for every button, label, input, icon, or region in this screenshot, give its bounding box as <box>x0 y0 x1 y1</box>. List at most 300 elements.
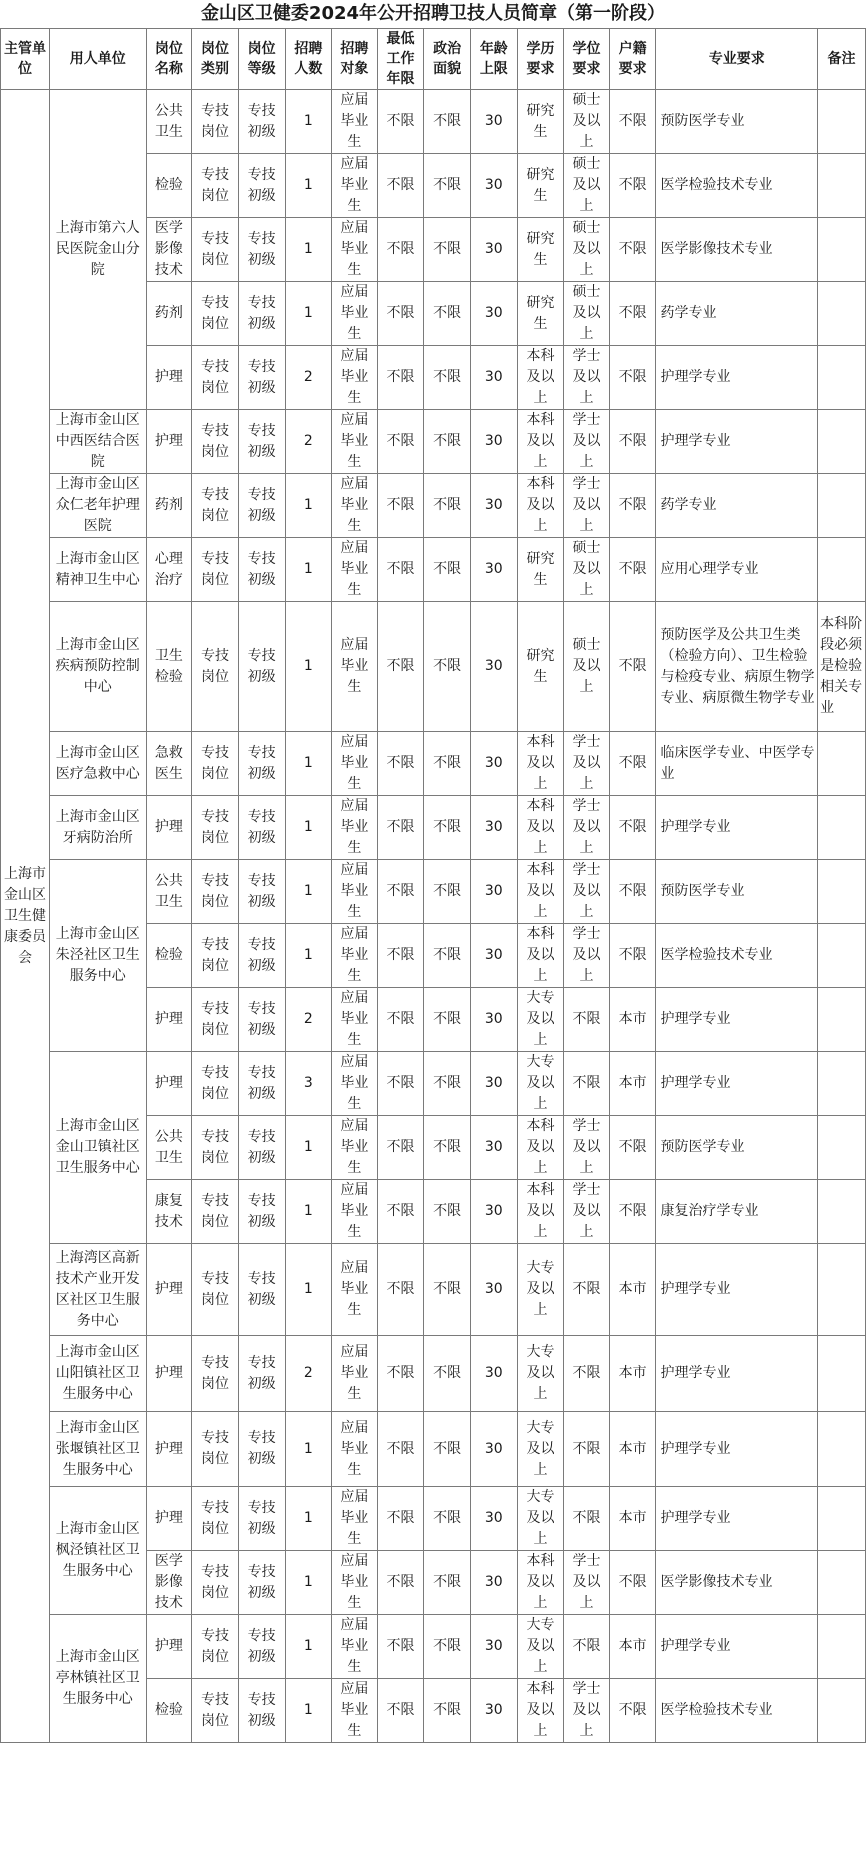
level-cell: 专技初级 <box>238 474 285 538</box>
note-cell: 本科阶段必须是检验相关专业 <box>818 602 866 732</box>
level-cell: 专技初级 <box>238 410 285 474</box>
major-cell: 药学专业 <box>656 282 818 346</box>
age-cell: 30 <box>470 538 517 602</box>
employer-cell: 上海市金山区中西医结合医院 <box>49 410 146 474</box>
count-cell: 1 <box>285 1244 332 1336</box>
category-cell: 专技岗位 <box>192 474 239 538</box>
degree-cell: 不限 <box>564 1336 610 1412</box>
note-cell <box>818 796 866 860</box>
header-cell: 政治面貌 <box>424 29 471 90</box>
level-cell: 专技初级 <box>238 1116 285 1180</box>
category-cell: 专技岗位 <box>192 602 239 732</box>
degree-cell: 学士及以上 <box>564 796 610 860</box>
count-cell: 2 <box>285 410 332 474</box>
count-cell: 1 <box>285 282 332 346</box>
hukou-cell: 不限 <box>609 1180 656 1244</box>
major-cell: 预防医学专业 <box>656 90 818 154</box>
hukou-cell: 不限 <box>609 796 656 860</box>
political-cell: 不限 <box>424 1336 471 1412</box>
major-cell: 预防医学专业 <box>656 1116 818 1180</box>
hukou-cell: 不限 <box>609 474 656 538</box>
education-cell: 本科及以上 <box>517 346 564 410</box>
note-cell <box>818 346 866 410</box>
experience-cell: 不限 <box>377 218 424 282</box>
age-cell: 30 <box>470 1336 517 1412</box>
table-row <box>1 90 866 154</box>
target-cell: 应届毕业生 <box>332 1679 378 1743</box>
age-cell: 30 <box>470 282 517 346</box>
category-cell: 专技岗位 <box>192 796 239 860</box>
target-cell: 应届毕业生 <box>332 410 378 474</box>
hukou-cell: 不限 <box>609 1116 656 1180</box>
hukou-cell: 不限 <box>609 154 656 218</box>
major-cell: 护理学专业 <box>656 1336 818 1412</box>
level-cell: 专技初级 <box>238 1180 285 1244</box>
experience-cell: 不限 <box>377 1116 424 1180</box>
hukou-cell: 不限 <box>609 282 656 346</box>
hukou-cell: 不限 <box>609 218 656 282</box>
target-cell: 应届毕业生 <box>332 1336 378 1412</box>
level-cell: 专技初级 <box>238 154 285 218</box>
count-cell: 1 <box>285 1551 332 1615</box>
count-cell: 1 <box>285 538 332 602</box>
political-cell: 不限 <box>424 346 471 410</box>
header-cell: 招聘人数 <box>285 29 332 90</box>
political-cell: 不限 <box>424 538 471 602</box>
target-cell: 应届毕业生 <box>332 988 378 1052</box>
degree-cell: 硕士及以上 <box>564 154 610 218</box>
header-cell: 年龄上限 <box>470 29 517 90</box>
degree-cell: 学士及以上 <box>564 860 610 924</box>
experience-cell: 不限 <box>377 924 424 988</box>
category-cell: 专技岗位 <box>192 1551 239 1615</box>
employer-cell: 上海市金山区疾病预防控制中心 <box>49 602 146 732</box>
header-cell: 备注 <box>818 29 866 90</box>
post-cell: 药剂 <box>146 474 192 538</box>
target-cell: 应届毕业生 <box>332 1116 378 1180</box>
hukou-cell: 本市 <box>609 1487 656 1551</box>
target-cell: 应届毕业生 <box>332 1052 378 1116</box>
experience-cell: 不限 <box>377 860 424 924</box>
political-cell: 不限 <box>424 1116 471 1180</box>
post-cell: 急救医生 <box>146 732 192 796</box>
experience-cell: 不限 <box>377 988 424 1052</box>
count-cell: 2 <box>285 988 332 1052</box>
post-cell: 护理 <box>146 1487 192 1551</box>
experience-cell: 不限 <box>377 1244 424 1336</box>
category-cell: 专技岗位 <box>192 1679 239 1743</box>
degree-cell: 硕士及以上 <box>564 538 610 602</box>
political-cell: 不限 <box>424 1679 471 1743</box>
major-cell: 应用心理学专业 <box>656 538 818 602</box>
hukou-cell: 不限 <box>609 602 656 732</box>
political-cell: 不限 <box>424 988 471 1052</box>
education-cell: 大专及以上 <box>517 1244 564 1336</box>
count-cell: 1 <box>285 1116 332 1180</box>
employer-cell: 上海市金山区牙病防治所 <box>49 796 146 860</box>
hukou-cell: 不限 <box>609 346 656 410</box>
age-cell: 30 <box>470 154 517 218</box>
table-body <box>1 90 866 1743</box>
major-cell: 护理学专业 <box>656 1615 818 1679</box>
post-cell: 护理 <box>146 346 192 410</box>
level-cell: 专技初级 <box>238 218 285 282</box>
degree-cell: 不限 <box>564 1615 610 1679</box>
category-cell: 专技岗位 <box>192 1336 239 1412</box>
category-cell: 专技岗位 <box>192 218 239 282</box>
experience-cell: 不限 <box>377 1615 424 1679</box>
post-cell: 心理治疗 <box>146 538 192 602</box>
employer-cell: 上海市金山区金山卫镇社区卫生服务中心 <box>49 1052 146 1244</box>
age-cell: 30 <box>470 732 517 796</box>
count-cell: 2 <box>285 346 332 410</box>
post-cell: 护理 <box>146 1336 192 1412</box>
level-cell: 专技初级 <box>238 924 285 988</box>
degree-cell: 学士及以上 <box>564 1116 610 1180</box>
hukou-cell: 不限 <box>609 860 656 924</box>
target-cell: 应届毕业生 <box>332 282 378 346</box>
education-cell: 本科及以上 <box>517 924 564 988</box>
age-cell: 30 <box>470 1615 517 1679</box>
category-cell: 专技岗位 <box>192 538 239 602</box>
note-cell <box>818 1336 866 1412</box>
note-cell <box>818 538 866 602</box>
level-cell: 专技初级 <box>238 538 285 602</box>
note-cell <box>818 282 866 346</box>
experience-cell: 不限 <box>377 602 424 732</box>
hukou-cell: 本市 <box>609 1244 656 1336</box>
target-cell: 应届毕业生 <box>332 1244 378 1336</box>
post-cell: 医学影像技术 <box>146 1551 192 1615</box>
age-cell: 30 <box>470 474 517 538</box>
level-cell: 专技初级 <box>238 90 285 154</box>
political-cell: 不限 <box>424 1615 471 1679</box>
level-cell: 专技初级 <box>238 1679 285 1743</box>
age-cell: 30 <box>470 218 517 282</box>
age-cell: 30 <box>470 1487 517 1551</box>
header-cell: 户籍要求 <box>609 29 656 90</box>
table-row <box>1 1615 866 1679</box>
experience-cell: 不限 <box>377 154 424 218</box>
education-cell: 大专及以上 <box>517 988 564 1052</box>
hukou-cell: 不限 <box>609 924 656 988</box>
target-cell: 应届毕业生 <box>332 1551 378 1615</box>
note-cell <box>818 90 866 154</box>
experience-cell: 不限 <box>377 410 424 474</box>
political-cell: 不限 <box>424 90 471 154</box>
degree-cell: 不限 <box>564 988 610 1052</box>
hukou-cell: 不限 <box>609 732 656 796</box>
hukou-cell: 本市 <box>609 1052 656 1116</box>
employer-cell: 上海市金山区枫泾镇社区卫生服务中心 <box>49 1487 146 1615</box>
education-cell: 研究生 <box>517 538 564 602</box>
target-cell: 应届毕业生 <box>332 796 378 860</box>
experience-cell: 不限 <box>377 1336 424 1412</box>
post-cell: 检验 <box>146 154 192 218</box>
header-cell: 学历要求 <box>517 29 564 90</box>
major-cell: 临床医学专业、中医学专业 <box>656 732 818 796</box>
political-cell: 不限 <box>424 796 471 860</box>
hukou-cell: 本市 <box>609 988 656 1052</box>
post-cell: 公共卫生 <box>146 90 192 154</box>
major-cell: 医学检验技术专业 <box>656 1679 818 1743</box>
political-cell: 不限 <box>424 924 471 988</box>
age-cell: 30 <box>470 1244 517 1336</box>
note-cell <box>818 988 866 1052</box>
major-cell: 医学影像技术专业 <box>656 218 818 282</box>
major-cell: 护理学专业 <box>656 1412 818 1487</box>
degree-cell: 不限 <box>564 1412 610 1487</box>
page-title: 金山区卫健委2024年公开招聘卫技人员简章（第一阶段） <box>200 3 666 24</box>
note-cell <box>818 1116 866 1180</box>
age-cell: 30 <box>470 796 517 860</box>
count-cell: 1 <box>285 1487 332 1551</box>
level-cell: 专技初级 <box>238 282 285 346</box>
table-row <box>1 1244 866 1336</box>
header-cell: 用人单位 <box>49 29 146 90</box>
post-cell: 医学影像技术 <box>146 218 192 282</box>
post-cell: 康复技术 <box>146 1180 192 1244</box>
count-cell: 1 <box>285 602 332 732</box>
table-row <box>1 538 866 602</box>
post-cell: 公共卫生 <box>146 860 192 924</box>
count-cell: 1 <box>285 1679 332 1743</box>
table-row <box>1 1487 866 1551</box>
post-cell: 公共卫生 <box>146 1116 192 1180</box>
age-cell: 30 <box>470 602 517 732</box>
header-cell: 主管单位 <box>1 29 50 90</box>
age-cell: 30 <box>470 988 517 1052</box>
experience-cell: 不限 <box>377 1052 424 1116</box>
note-cell <box>818 218 866 282</box>
table-row <box>1 860 866 924</box>
experience-cell: 不限 <box>377 282 424 346</box>
education-cell: 本科及以上 <box>517 1180 564 1244</box>
employer-cell: 上海市金山区山阳镇社区卫生服务中心 <box>49 1336 146 1412</box>
target-cell: 应届毕业生 <box>332 90 378 154</box>
count-cell: 1 <box>285 90 332 154</box>
target-cell: 应届毕业生 <box>332 1412 378 1487</box>
note-cell <box>818 1052 866 1116</box>
political-cell: 不限 <box>424 218 471 282</box>
category-cell: 专技岗位 <box>192 1052 239 1116</box>
post-cell: 护理 <box>146 796 192 860</box>
degree-cell: 硕士及以上 <box>564 602 610 732</box>
experience-cell: 不限 <box>377 732 424 796</box>
political-cell: 不限 <box>424 474 471 538</box>
education-cell: 本科及以上 <box>517 1679 564 1743</box>
note-cell <box>818 732 866 796</box>
hukou-cell: 不限 <box>609 410 656 474</box>
category-cell: 专技岗位 <box>192 410 239 474</box>
level-cell: 专技初级 <box>238 860 285 924</box>
category-cell: 专技岗位 <box>192 1615 239 1679</box>
count-cell: 1 <box>285 1412 332 1487</box>
major-cell: 护理学专业 <box>656 796 818 860</box>
target-cell: 应届毕业生 <box>332 538 378 602</box>
header-row <box>1 29 866 90</box>
degree-cell: 硕士及以上 <box>564 90 610 154</box>
count-cell: 1 <box>285 218 332 282</box>
supervisor-cell: 上海市金山区卫生健康委员会 <box>1 90 50 1743</box>
category-cell: 专技岗位 <box>192 154 239 218</box>
age-cell: 30 <box>470 1116 517 1180</box>
major-cell: 护理学专业 <box>656 346 818 410</box>
header-cell: 岗位等级 <box>238 29 285 90</box>
education-cell: 大专及以上 <box>517 1487 564 1551</box>
hukou-cell: 不限 <box>609 1551 656 1615</box>
target-cell: 应届毕业生 <box>332 1615 378 1679</box>
employer-cell: 上海市金山区张堰镇社区卫生服务中心 <box>49 1412 146 1487</box>
table-row <box>1 410 866 474</box>
degree-cell: 硕士及以上 <box>564 218 610 282</box>
age-cell: 30 <box>470 90 517 154</box>
post-cell: 护理 <box>146 1412 192 1487</box>
level-cell: 专技初级 <box>238 1336 285 1412</box>
target-cell: 应届毕业生 <box>332 474 378 538</box>
post-cell: 护理 <box>146 1052 192 1116</box>
hukou-cell: 不限 <box>609 1679 656 1743</box>
note-cell <box>818 154 866 218</box>
table-row <box>1 1336 866 1412</box>
experience-cell: 不限 <box>377 1412 424 1487</box>
header-cell: 最低工作年限 <box>377 29 424 90</box>
level-cell: 专技初级 <box>238 602 285 732</box>
education-cell: 本科及以上 <box>517 860 564 924</box>
degree-cell: 硕士及以上 <box>564 282 610 346</box>
level-cell: 专技初级 <box>238 1551 285 1615</box>
target-cell: 应届毕业生 <box>332 924 378 988</box>
count-cell: 1 <box>285 1615 332 1679</box>
degree-cell: 不限 <box>564 1487 610 1551</box>
count-cell: 3 <box>285 1052 332 1116</box>
count-cell: 1 <box>285 1180 332 1244</box>
political-cell: 不限 <box>424 860 471 924</box>
hukou-cell: 本市 <box>609 1615 656 1679</box>
education-cell: 大专及以上 <box>517 1615 564 1679</box>
target-cell: 应届毕业生 <box>332 218 378 282</box>
note-cell <box>818 1487 866 1551</box>
category-cell: 专技岗位 <box>192 1180 239 1244</box>
employer-cell: 上海市第六人民医院金山分院 <box>49 90 146 410</box>
note-cell <box>818 1412 866 1487</box>
table-row <box>1 602 866 732</box>
degree-cell: 学士及以上 <box>564 1551 610 1615</box>
experience-cell: 不限 <box>377 1180 424 1244</box>
hukou-cell: 本市 <box>609 1336 656 1412</box>
hukou-cell: 不限 <box>609 90 656 154</box>
experience-cell: 不限 <box>377 1487 424 1551</box>
post-cell: 检验 <box>146 1679 192 1743</box>
education-cell: 大专及以上 <box>517 1336 564 1412</box>
major-cell: 护理学专业 <box>656 1244 818 1336</box>
post-cell: 护理 <box>146 988 192 1052</box>
degree-cell: 学士及以上 <box>564 732 610 796</box>
header-cell: 专业要求 <box>656 29 818 90</box>
level-cell: 专技初级 <box>238 1412 285 1487</box>
education-cell: 本科及以上 <box>517 410 564 474</box>
level-cell: 专技初级 <box>238 1487 285 1551</box>
post-cell: 护理 <box>146 1615 192 1679</box>
note-cell <box>818 410 866 474</box>
degree-cell: 学士及以上 <box>564 474 610 538</box>
political-cell: 不限 <box>424 1487 471 1551</box>
major-cell: 医学检验技术专业 <box>656 924 818 988</box>
degree-cell: 学士及以上 <box>564 410 610 474</box>
education-cell: 本科及以上 <box>517 1116 564 1180</box>
major-cell: 医学检验技术专业 <box>656 154 818 218</box>
employer-cell: 上海湾区高新技术产业开发区社区卫生服务中心 <box>49 1244 146 1336</box>
category-cell: 专技岗位 <box>192 1487 239 1551</box>
major-cell: 医学影像技术专业 <box>656 1551 818 1615</box>
political-cell: 不限 <box>424 602 471 732</box>
note-cell <box>818 860 866 924</box>
target-cell: 应届毕业生 <box>332 732 378 796</box>
post-cell: 卫生检验 <box>146 602 192 732</box>
education-cell: 研究生 <box>517 154 564 218</box>
level-cell: 专技初级 <box>238 732 285 796</box>
count-cell: 1 <box>285 474 332 538</box>
age-cell: 30 <box>470 346 517 410</box>
category-cell: 专技岗位 <box>192 1244 239 1336</box>
degree-cell: 学士及以上 <box>564 924 610 988</box>
post-cell: 护理 <box>146 410 192 474</box>
count-cell: 2 <box>285 1336 332 1412</box>
age-cell: 30 <box>470 1551 517 1615</box>
degree-cell: 不限 <box>564 1244 610 1336</box>
education-cell: 本科及以上 <box>517 796 564 860</box>
political-cell: 不限 <box>424 1412 471 1487</box>
age-cell: 30 <box>470 1679 517 1743</box>
note-cell <box>818 474 866 538</box>
age-cell: 30 <box>470 410 517 474</box>
employer-cell: 上海市金山区精神卫生中心 <box>49 538 146 602</box>
employer-cell: 上海市金山区众仁老年护理医院 <box>49 474 146 538</box>
level-cell: 专技初级 <box>238 1052 285 1116</box>
table-row <box>1 1052 866 1116</box>
level-cell: 专技初级 <box>238 346 285 410</box>
political-cell: 不限 <box>424 1244 471 1336</box>
experience-cell: 不限 <box>377 1679 424 1743</box>
education-cell: 本科及以上 <box>517 732 564 796</box>
age-cell: 30 <box>470 1412 517 1487</box>
experience-cell: 不限 <box>377 346 424 410</box>
table-row <box>1 1412 866 1487</box>
note-cell <box>818 1551 866 1615</box>
header-cell: 岗位类别 <box>192 29 239 90</box>
political-cell: 不限 <box>424 1052 471 1116</box>
degree-cell: 学士及以上 <box>564 1679 610 1743</box>
age-cell: 30 <box>470 860 517 924</box>
note-cell <box>818 1180 866 1244</box>
political-cell: 不限 <box>424 1180 471 1244</box>
degree-cell: 学士及以上 <box>564 346 610 410</box>
level-cell: 专技初级 <box>238 988 285 1052</box>
level-cell: 专技初级 <box>238 796 285 860</box>
experience-cell: 不限 <box>377 474 424 538</box>
count-cell: 1 <box>285 860 332 924</box>
target-cell: 应届毕业生 <box>332 860 378 924</box>
political-cell: 不限 <box>424 1551 471 1615</box>
post-cell: 药剂 <box>146 282 192 346</box>
major-cell: 预防医学专业 <box>656 860 818 924</box>
category-cell: 专技岗位 <box>192 924 239 988</box>
age-cell: 30 <box>470 924 517 988</box>
table-row <box>1 474 866 538</box>
age-cell: 30 <box>470 1180 517 1244</box>
education-cell: 本科及以上 <box>517 474 564 538</box>
employer-cell: 上海市金山区亭林镇社区卫生服务中心 <box>49 1615 146 1743</box>
